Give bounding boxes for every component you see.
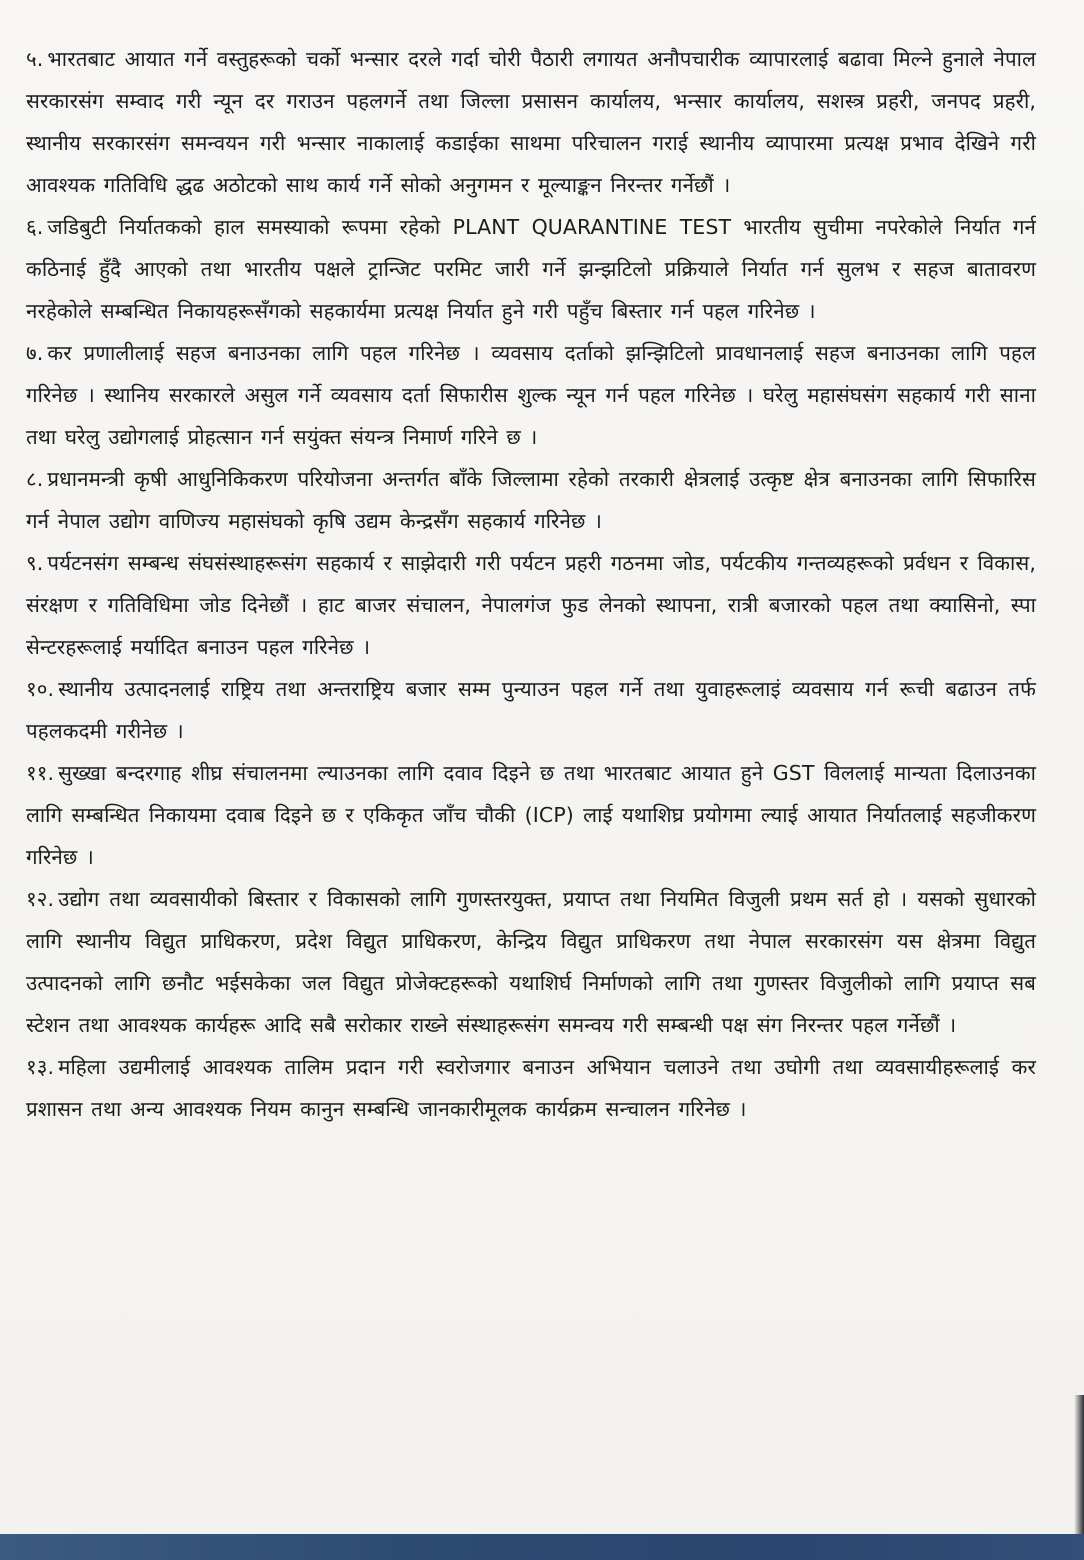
paragraph-7 — [26, 332, 1036, 458]
paragraph-11 — [26, 752, 1036, 878]
paragraph-6 — [26, 206, 1036, 332]
paragraph-8 — [26, 458, 1036, 542]
paragraph-text: कर प्रणालीलाई सहज बनाउनका लागि पहल गरिनेछ । व्यवसाय दर्ताको झन्झिटिलो प्रावधानलाई सहज बनाउनका लागि पहल गरिनेछ । स्थानिय सरकारले असुल गर्ने व्यवसाय दर्ता सिफारीस शुल्क न्यून गर्न पहल गरिनेछ । घरेलु महासंघसंग सहकार्य गरी साना तथा घरेलु उद्योगलाई प्रोहत्सान गर्न सयुंक्त संयन्त्र निमार्ण गरिने छ । — [26, 341, 1036, 449]
paragraph-text: सुख्खा बन्दरगाह शीघ्र संचालनमा ल्याउनका लागि दवाव दिइने छ तथा भारतबाट आयात हुने GST विललाई मान्यता दिलाउनका लागि सम्बन्धित निकायमा दवाब दिइने छ र एकिकृत जाँच चौकी (ICP) लाई यथाशिघ्र प्रयोगमा ल्याई आयात निर्यातलाई सहजीकरण गरिनेछ । — [26, 761, 1036, 869]
paragraph-text: महिला उद्यमीलाई आवश्यक तालिम प्रदान गरी स्वरोजगार बनाउन अभियान चलाउने तथा उघोगी तथा व्यवसायीहरूलाई कर प्रशासन तथा अन्य आवश्यक नियम कानुन सम्बन्धि जानकारीमूलक कार्यक्रम सन्चालन गरिनेछ । — [26, 1055, 1036, 1121]
paragraph-12 — [26, 878, 1036, 1046]
paragraph-9 — [26, 542, 1036, 668]
paragraph-10 — [26, 668, 1036, 752]
paragraph-number: १०. — [26, 677, 55, 701]
paragraph-text: जडिबुटी निर्यातकको हाल समस्याको रूपमा रहेको PLANT QUARANTINE TEST भारतीय सुचीमा नपरेकोले निर्यात गर्न कठिनाई हुँदै आएको तथा भारतीय पक्षले ट्रान्जिट परमिट जारी गर्ने झन्झटिलो प्रक्रियाले निर्यात गर्न सुलभ र सहज बातावरण नरहेकोले सम्बन्धित निकायहरूसँगको सहकार्यमा प्रत्यक्ष निर्यात हुने गरी पहुँच बिस्तार गर्न पहल गरिनेछ । — [26, 215, 1036, 323]
paragraph-number: ७. — [26, 341, 44, 365]
paragraph-number: १२. — [26, 887, 55, 911]
paragraph-text: उद्योग तथा व्यवसायीको बिस्तार र विकासको लागि गुणस्तरयुक्त, प्रयाप्त तथा नियमित विजुली प्रथम सर्त हो । यसको सुधारको लागि स्थानीय विद्युत प्राधिकरण, प्रदेश विद्युत प्राधिकरण, केन्द्रिय विद्युत प्राधिकरण तथा नेपाल सरकारसंग यस क्षेत्रमा विद्युत उत्पादनको लागि छनौट भईसकेका जल विद्युत प्रोजेक्टहरूको यथाशिर्घ निर्माणको लागि तथा गुणस्तर विजुलीको लागि प्रयाप्त सब स्टेशन तथा आवश्यक कार्यहरू आदि सबै सरोकार राख्ने संस्थाहरूसंग समन्वय गरी सम्बन्धी पक्ष संग निरन्तर पहल गर्नेछौं । — [26, 887, 1036, 1037]
paragraph-number: ११. — [26, 761, 55, 785]
paragraph-text: स्थानीय उत्पादनलाई राष्ट्रिय तथा अन्तराष्ट्रिय बजार सम्म पुन्याउन पहल गर्ने तथा युवाहरूलाइं व्यवसाय गर्न रूची बढाउन तर्फ पहलकदमी गरीनेछ । — [26, 677, 1036, 743]
paragraph-13 — [26, 1046, 1036, 1130]
paragraph-number: ८. — [26, 467, 44, 491]
paragraph-number: ९. — [26, 551, 44, 575]
paragraph-text: भारतबाट आयात गर्ने वस्तुहरूको चर्को भन्सार दरले गर्दा चोरी पैठारी लगायत अनौपचारीक व्यापारलाई बढावा मिल्ने हुनाले नेपाल सरकारसंग सम्वाद गरी न्यून दर गराउन पहलगर्ने तथा जिल्ला प्रसासन कार्यालय, भन्सार कार्यालय, सशस्त्र प्रहरी, जनपद प्रहरी, स्थानीय सरकारसंग समन्वयन गरी भन्सार नाकालाई कडाईका साथमा परिचालन गराई स्थानीय व्यापारमा प्रत्यक्ष प्रभाव देखिने गरी आवश्यक गतिविधि द्धढ अठोटको साथ कार्य गर्ने सोको अनुगमन र मूल्याङ्कन निरन्तर गर्नेछौं । — [26, 47, 1036, 197]
paragraph-text: पर्यटनसंग सम्बन्ध संघसंस्थाहरूसंग सहकार्य र साझेदारी गरी पर्यटन प्रहरी गठनमा जोड, पर्यटकीय गन्तव्यहरूको प्रर्वधन र विकास, संरक्षण र गतिविधिमा जोड दिनेछौं । हाट बाजर संचालन, नेपालगंज फुड लेनको स्थापना, रात्री बजारको पहल तथा क्यासिनो, स्पा सेन्टरहरूलाई मर्यादित बनाउन पहल गरिनेछ । — [26, 551, 1036, 659]
paragraph-number: ६. — [26, 215, 44, 239]
paragraph-text: प्रधानमन्त्री कृषी आधुनिकिकरण परियोजना अन्तर्गत बाँके जिल्लामा रहेको तरकारी क्षेत्रलाई उत्कृष्ट क्षेत्र बनाउनका लागि सिफारिस गर्न नेपाल उद्योग वाणिज्य महासंघको कृषि उद्यम केन्द्रसँग सहकार्य गरिनेछ । — [26, 467, 1036, 533]
paragraph-number: ५. — [26, 47, 44, 71]
page-edge-shadow — [1074, 1395, 1084, 1535]
paragraph-number: १३. — [26, 1055, 55, 1079]
document-body — [26, 38, 1036, 1130]
paragraph-5 — [26, 38, 1036, 206]
background-surface-strip — [0, 1534, 1084, 1560]
